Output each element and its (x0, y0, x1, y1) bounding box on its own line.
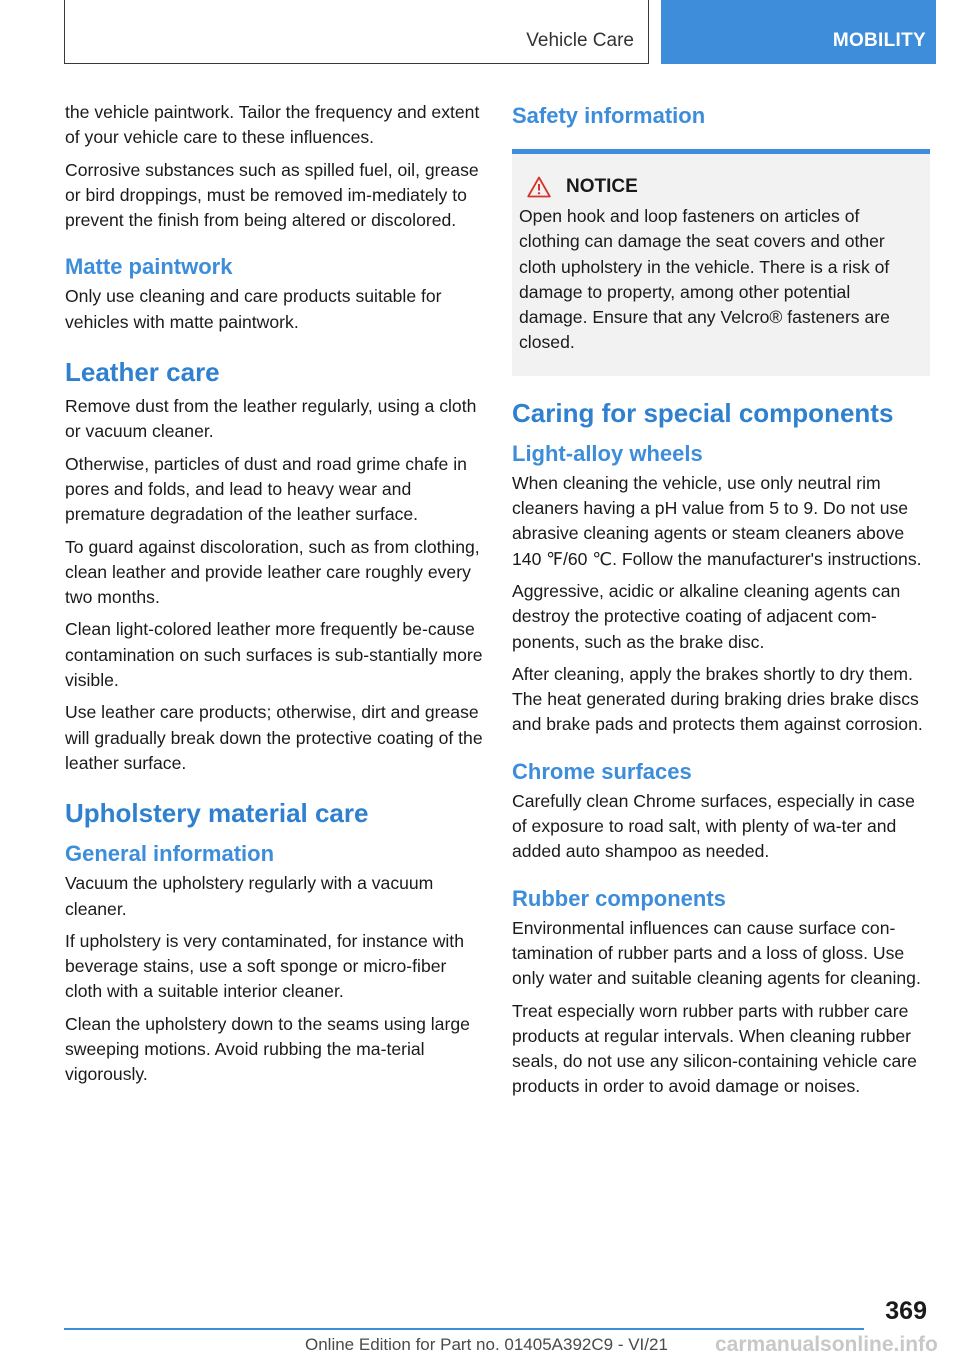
mobility-tab-label: MOBILITY (832, 30, 926, 51)
heading-rubber-components: Rubber components (512, 885, 726, 911)
section-title: Vehicle Care (526, 30, 634, 51)
paragraph: Use leather care products; otherwise, dirt and grease will gradually break down the protective coating of the leather surface. (65, 702, 483, 773)
paragraph: When cleaning the vehicle, use only neutral rim cleaners having a pH value from 5 to 9. Do not use abrasive cleaning agents or steam cleaners above 140 ℉/60 ℃. Follow the manufacturer's instructions. (512, 472, 922, 569)
footer-divider (64, 1328, 864, 1330)
heading-special-components: Caring for special components (512, 397, 894, 428)
paragraph: Only use cleaning and care products suitable for vehicles with matte paintwork. (65, 286, 442, 332)
notice-text: Open hook and loop fasteners on articles of clothing can damage the seat covers and other cloth upholstery in the vehicle. There is a risk of damage to property, among other potential damage. Ensure that any Velcro® fasteners are closed. (519, 206, 890, 353)
paragraph: Clean light-colored leather more frequently be-cause contamination on such surfaces is sub-stantially more visible. (65, 619, 483, 691)
paragraph: the vehicle paintwork. Tailor the frequency and extent of your vehicle care to these influences. (65, 102, 480, 148)
heading-leather-care: Leather care (65, 357, 220, 388)
heading-upholstery-care: Upholstery material care (65, 798, 369, 829)
watermark: carmanualsonline.info (715, 1333, 938, 1356)
left-column (65, 100, 483, 1095)
paragraph: To guard against discoloration, such as from clothing, clean leather and provide leather care roughly every two months. (65, 536, 480, 608)
notice-header (519, 176, 922, 198)
heading-general-information: General information (65, 841, 275, 867)
page-number: 369 (885, 1297, 927, 1325)
paragraph: Corrosive substances such as spilled fuel, oil, grease or bird droppings, must be removed im-mediately to prevent the finish from being altered or discolored. (65, 159, 479, 231)
header-section-box (64, 0, 649, 64)
paragraph: Remove dust from the leather regularly, using a cloth or vacuum cleaner. (65, 396, 477, 442)
heading-light-alloy-wheels: Light-alloy wheels (512, 440, 703, 466)
warning-triangle-icon (527, 176, 551, 198)
mobility-tab[interactable] (661, 0, 936, 64)
notice-box (512, 149, 930, 376)
right-column (512, 100, 930, 1107)
heading-chrome-surfaces: Chrome surfaces (512, 758, 692, 784)
paragraph: If upholstery is very contaminated, for instance with beverage stains, use a soft sponge or micro-fiber cloth with a suitable interior cleaner. (65, 930, 464, 1002)
paragraph: Otherwise, particles of dust and road grime chafe in pores and folds, and lead to heavy wear and premature degradation of the leather surface. (65, 453, 467, 525)
heading-matte-paintwork: Matte paintwork (65, 254, 233, 280)
paragraph: Environmental influences can cause surface con-tamination of rubber parts and a loss of gloss. Use only water and suitable cleaning agents for cleaning. (512, 917, 921, 989)
paragraph: After cleaning, apply the brakes shortly to dry them. The heat generated during braking dries brake discs and brake pads and protects them against corrosion. (512, 663, 923, 735)
footer-edition-text: Online Edition for Part no. 01405A392C9 - VI/21 (305, 1335, 668, 1354)
notice-title: NOTICE (566, 176, 638, 197)
paragraph: Clean the upholstery down to the seams using large sweeping motions. Avoid rubbing the ma-terial vigorously. (65, 1013, 470, 1085)
paragraph: Vacuum the upholstery regularly with a vacuum cleaner. (65, 873, 434, 919)
paragraph: Treat especially worn rubber parts with rubber care products at regular intervals. When cleaning rubber seals, do not use any silicon-containing vehicle care products in order to avoid damage or noises. (512, 1000, 917, 1097)
heading-safety-information: Safety information (512, 103, 706, 128)
paragraph: Carefully clean Chrome surfaces, especially in case of exposure to road salt, with plenty of wa-ter and added auto shampoo as needed. (512, 790, 915, 862)
paragraph: Aggressive, acidic or alkaline cleaning agents can destroy the protective coating of adjacent com-ponents, such as the brake disc. (512, 580, 901, 652)
